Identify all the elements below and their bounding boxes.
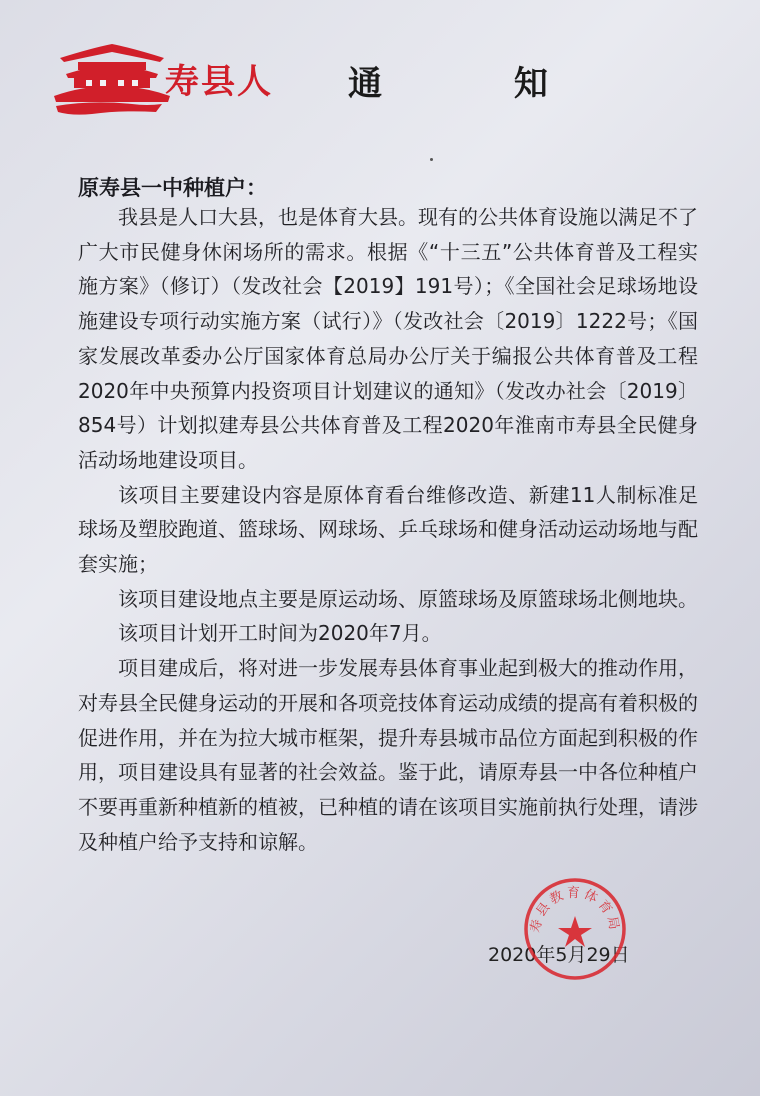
official-seal-icon — [522, 876, 628, 982]
paragraph-3: 该项目建设地点主要是原运动场、原篮球场及原篮球场北侧地块。 — [118, 586, 698, 611]
decorative-dot — [430, 158, 433, 161]
paragraph-1: 我县是人口大县，也是体育大县。现有的公共体育设施以满足不了广大市民健身休闲场所的需求。根据《“十三五”公共体育普及工程实施方案》（修订）（发改社会【2019】191号）；《全国社会足球场地设施建设专项行动实施方案（试行）》（发改社会〔2019〕1222号；《国家发展改革委办公厅国家体育总局办公厅关于编报公共体育普及工程2020年中央预算内投资项目计划建议的通知》（发改办社会〔2019〕854号）计划拟建寿县公共体育普及工程2020年淮南市寿县全民健身活动场地建设项目。 — [78, 205, 698, 472]
seal-text: 寿县教育体育局 — [528, 886, 622, 934]
logo-text: 寿县人 — [165, 62, 273, 102]
paragraph-4: 该项目计划开工时间为2020年7月。 — [118, 621, 442, 646]
page-title: 通 知 — [348, 64, 608, 104]
paragraph-5: 项目建成后，将对进一步发展寿县体育事业起到极大的推动作用，对寿县全民健身运动的开展和各项竞技体育运动成绩的提高有着积极的促进作用，并在为拉大城市框架，提升寿县城市品位方面起到积极的作用，项目建设具有显著的社会效益。鉴于此，请原寿县一中各位种植户不要再重新种植新的植被，已种植的请在该项目实施前执行处理，请涉及种植户给予支持和谅解。 — [78, 656, 698, 854]
salutation: 原寿县一中种植户： — [78, 176, 267, 200]
date: 2020年5月29日 — [488, 944, 630, 966]
letter-body — [78, 200, 698, 859]
paragraph-2: 该项目主要建设内容是原体育看台维修改造、新建11人制标准足球场及塑胶跑道、篮球场、网球场、乒乓球场和健身活动运动场地与配套实施； — [78, 482, 698, 577]
